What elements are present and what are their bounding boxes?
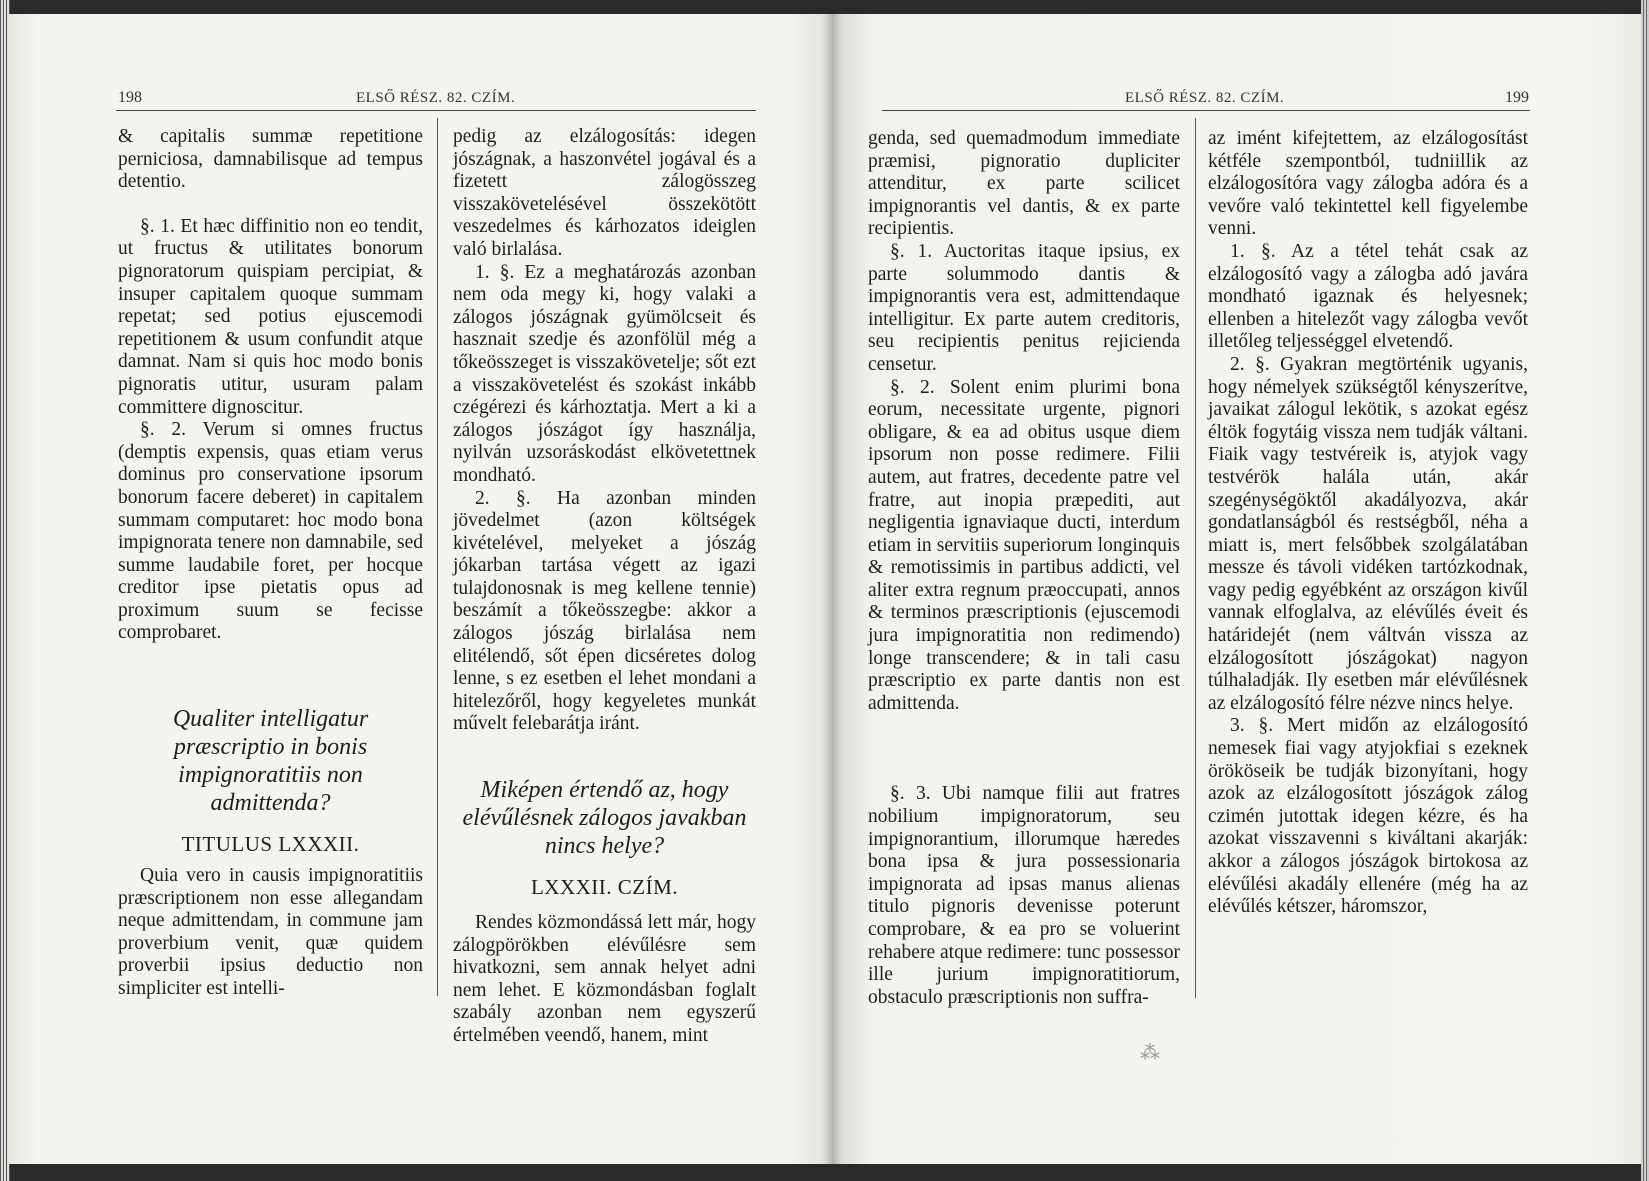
right-hungarian-column [1208, 128, 1528, 919]
hungarian-paragraph: 2. §. Ha azonban minden jövedelmet (azon költségek kivételével, melyeket a jószág jókarban tartása végett az igazi tulajdonosnak is meg kellene tennie) beszámít a tőkeösszegbe: akkor a zálogos jószág birlalása nem elitélendő, sőt épen dicséretes dolog lenne, s ez esetben el lehet mondani a hitelezőről, hogy kegyeletes munkát művelt felebarátja iránt. [453, 487, 756, 735]
hungarian-paragraph: Rendes közmondássá lett már, hogy zálogpörökben elévűlésre sem hivatkozni, sem annak helyet adni nem lehet. E közmondásban foglalt szabály azonban nem egyszerű értelmében veendő, hanem, mint [453, 912, 756, 1046]
right-header-rule [882, 110, 1530, 111]
ink-smudge-mark: ⁂ [1140, 1042, 1160, 1064]
latin-section-heading: Qualiter intelligatur præscriptio in bonis impignoratitiis non admittenda? [172, 706, 369, 817]
latin-paragraph: §. 2. Solent enim plurimi bona eorum, necessitate urgente, pignori obligare, & ea ad obitus usque diem ipsorum non posse redimere. Filii autem, aut fratres, decedente patre vel fratre, aut inopia præpediti, aut negligentia ignaviaque ducti, interdum etiam in servitiis superiorum longinquis & remotissimis in partibus addicti, vel aliter extra regnum præoccupati, annos & terminos præscriptionis (ejuscemodi jura impignoratitia non redimendo) longe transcendere; & in tali casu præscriptio ex parte dantis non est admittenda. [868, 376, 1180, 714]
left-running-head: ELSŐ RÉSZ. 82. CZÍM. [356, 90, 516, 106]
latin-paragraph: §. 1. Et hæc diffinitio non eo tendit, ut fructus & utilitates bonorum pignoratorum quispiam percipiat, & insuper capitalem quoque summam repetat; sed potius ejuscemodi repetitionem & usum confundit atque damnat. Nam si quis hoc modo bonis pignoratis utitur, usuram palam committere dignoscitur. [118, 215, 423, 418]
hungarian-paragraph: az imént kifejtettem, az elzálogosítást kétféle szempontból, tudniillik az elzálogosítóra vagy zálogba adóra és a vevőre való tekintettel kell figyelembe venni. [1208, 128, 1528, 240]
hungarian-paragraph: 3. §. Mert midőn az elzálogosító nemesek fiai vagy atyjokfiai s ezeknek örököseik be tudják bizonyítani, hogy azok az elzálogosított jószágok zálog czimén jutottak idegen kézre, és ha azokat visszavenni s kiváltani akarják: akkor a zálogos jószágok birtokosa az elévűlési akadály ellenére (még ha az elévűlés kétszer, háromszor, [1208, 715, 1528, 918]
hungarian-paragraph: 2. §. Gyakran megtörténik ugyanis, hogy némelyek szükségtől kényszerítve, javaikat zálogul lekötik, s azokat egész éltök fogytáig vissza nem tudják váltani. Fiaik vagy testvéreik is, atyjok vagy testvérök halála után, akár szegénységöktől akadályozva, akár gondatlanságból és restségből, néha a miatt is, mert felsőbbek szolgálatában messze és távoli vidéken tartózkodnak, vagy pedig egyébként az országon kivűl vannak elfoglalva, az elévűlés éveit és határidejét (nem váltván vissza az elzálogosított jószágokat) nagyon túlhaladják. Ily esetben már elévűlésnek az elzálogosító félre nézve nincs helye. [1208, 353, 1528, 714]
left-header-rule [116, 110, 756, 111]
right-running-head: ELSŐ RÉSZ. 82. CZÍM. [1125, 90, 1285, 106]
latin-paragraph: Quia vero in causis impignoratitiis præscriptionem non esse allegandam neque admittendam, in commune jam proverbium venit, quæ quidem proverbii ipsius deductio non simpliciter est intelli- [118, 865, 423, 1000]
right-latin-column [868, 128, 1180, 1009]
hungarian-paragraph: pedig az elzálogosítás: idegen jószágnak, a haszonvétel jogával és a fizetett zálogösszeg visszakövetelésével összekötött veszedelmes és kárhozatos ideiglen való birlalása. [453, 126, 756, 260]
latin-paragraph: §. 1. Auctoritas itaque ipsius, ex parte solummodo dantis & impignorantis vera est, admittendaque intelligitur. Ex parte autem creditoris, seu recipientis penitus rejicienda censetur. [868, 240, 1180, 375]
right-column-divider [1195, 118, 1196, 998]
latin-paragraph: genda, sed quemadmodum immediate præmisi, pignoratio dupliciter attenditur, ex parte scilicet impignorantis vel dantis, & ex parte recipientis. [868, 128, 1180, 240]
left-column-divider [437, 118, 438, 996]
latin-paragraph: & capitalis summæ repetitione perniciosa, damnabilisque ad tempus detentio. [118, 126, 423, 193]
right-page-number: 199 [1505, 89, 1529, 106]
page-edges-right [1641, 0, 1649, 1181]
left-hungarian-column [453, 126, 756, 1048]
left-page-number: 198 [118, 89, 142, 106]
book-gutter [822, 14, 842, 1164]
left-latin-column [118, 126, 423, 1001]
latin-paragraph: §. 3. Ubi namque filii aut fratres nobilium impignoratorum, seu impignorantium, illorumque hæredes bona ipsa & jura possessionaria impignorata ad ipsas manus alienas titulo pignoris devenisse poterunt comprobare, & ea pro se voluerint rehabere atque redimere: tunc possessor ille jurium impignoratitiorum, obstaculo præscriptionis non suffra- [868, 783, 1180, 1008]
hungarian-titulus: LXXXII. CZÍM. [530, 875, 679, 900]
latin-titulus: TITULUS LXXXII. [181, 832, 360, 857]
latin-paragraph: §. 2. Verum si omnes fructus (demptis expensis, quas etiam verus dominus pro conservatione ipsorum bonorum facere deberet) in capitalem summam computaret: hoc modo bona impignorata tenere non damnabile, sed summe laudabile foret, per hocque creditor ipse pietatis opus ad proximum suum se fecisse comprobaret. [118, 419, 423, 644]
hungarian-paragraph: 1. §. Az a tétel tehát csak az elzálogosító vagy a zálogba adó javára mondható igaznak és helyesnek; ellenben a hitelezőt vagy zálogba vevőt illetőleg teljességgel elvetendő. [1208, 240, 1528, 353]
hungarian-paragraph: 1. §. Ez a meghatározás azonban nem oda megy ki, hogy valaki a zálogos jószágnak gyümölcseit és hasznait szedje és azonfölül még a tőkeösszeget is visszakövetelje; sőt ezt a visszakövetelést és szokást inkább czégérezi és kárhoztatja. Mert a ki a zálogos jószágot így használja, nyilván uzsoráskodást elkövetettnek mondható. [453, 261, 756, 486]
hungarian-section-heading: Miképen értendő az, hogy elévűlésnek zálogos javakban nincs helye? [462, 777, 747, 860]
